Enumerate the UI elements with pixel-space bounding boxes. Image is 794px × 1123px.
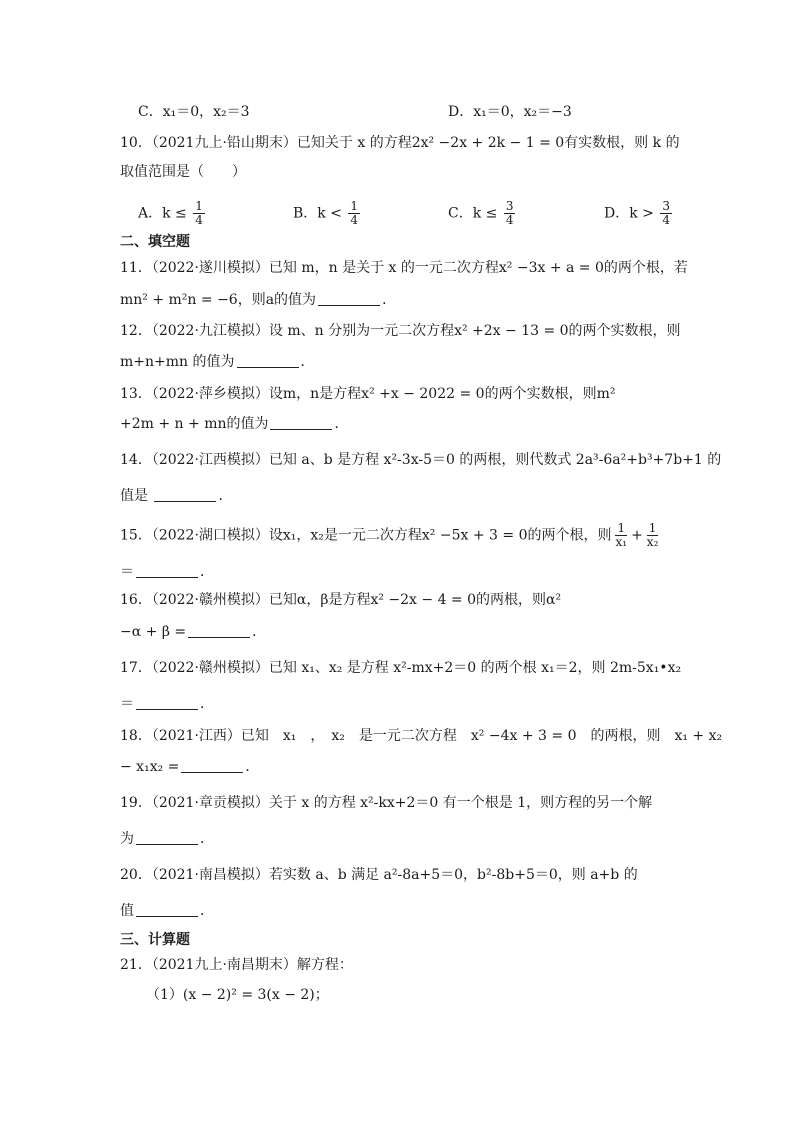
q9-option-c: C．x₁＝0，x₂＝3 <box>138 104 250 120</box>
fraction: $\frac{1}{\text{x₁}}$ <box>615 521 628 549</box>
q10-stem-line2: 取值范围是（ ） <box>120 164 246 180</box>
answer-blank[interactable] <box>136 830 198 845</box>
answer-blank[interactable] <box>136 695 198 710</box>
q10-option-a: A．k ≤ $\frac{1}{4}$ <box>138 199 203 227</box>
answer-blank[interactable] <box>318 291 380 306</box>
q16-stem-line2: −α + β = ． <box>120 624 267 640</box>
answer-blank[interactable] <box>181 758 243 773</box>
q15-stem-line2: ＝ ． <box>120 564 214 580</box>
q19-stem-line2: 为 ． <box>120 831 214 847</box>
fraction: $\frac{1}{4}$ <box>350 199 359 227</box>
answer-blank[interactable] <box>136 902 198 917</box>
q10-stem-line1: 10．（2021九上·铅山期末）已知关于 x 的方程2x² −2x + 2k − 1 = 0有实数根，则 k 的 <box>120 135 680 151</box>
q10-option-b: B．k < $\frac{1}{4}$ <box>293 199 359 227</box>
answer-blank[interactable] <box>154 487 216 502</box>
q21-stem-line1: 21．（2021九上·南昌期末）解方程： <box>120 957 353 973</box>
q20-stem-line1: 20．（2021·南昌模拟）若实数 a、b 满足 a²-8a+5＝0，b²-8b+5＝0，则 a+b 的 <box>120 867 638 883</box>
fraction: $\frac{1}{4}$ <box>195 199 203 227</box>
q17-stem-line2: ＝ ． <box>120 696 214 712</box>
q11-stem-line1: 11．（2022·遂川模拟）已知 m，n 是关于 x 的一元二次方程x² −3x + a = 0的两个根，若 <box>120 260 688 276</box>
fraction: $\frac{3}{4}$ <box>662 199 670 227</box>
q10-option-c: C．k ≤ $\frac{3}{4}$ <box>448 199 514 227</box>
fraction: $\frac{3}{4}$ <box>505 199 514 227</box>
answer-blank[interactable] <box>270 415 332 430</box>
q15-stem-line1: 15．（2022·湖口模拟）设x₁，x₂是一元二次方程x² −5x + 3 = 0的两个根，则 $\frac{1}{\text{x₁}}$ + $\frac{1}{\text{x₂}}$ <box>120 521 659 549</box>
section-heading-calculation: 三、计算题 <box>120 932 190 948</box>
q12-stem-line1: 12．（2022·九江模拟）设 m、n 分别为一元二次方程x² +2x − 13 = 0的两个实数根，则 <box>120 323 681 339</box>
q14-stem-line2: 值是 ． <box>120 488 233 504</box>
answer-blank[interactable] <box>136 563 198 578</box>
q18-stem-line1: 18．（2021·江西）已知 x₁ ， x₂ 是一元二次方程 x² −4x + 3 = 0 的两根，则 x₁ + x₂ <box>120 728 723 744</box>
q18-stem-line2: − x₁x₂ = ． <box>120 759 260 775</box>
q13-stem-line2: +2m + n + mn的值为 ． <box>120 416 349 432</box>
fraction: $\frac{1}{\text{x₂}}$ <box>646 521 659 549</box>
q19-stem-line1: 19．（2021·章贡模拟）关于 x 的方程 x²-kx+2＝0 有一个根是 1，则方程的另一个解 <box>120 795 653 811</box>
q16-stem-line1: 16．（2022·赣州模拟）已知α，β是方程x² −2x − 4 = 0的两根，则α² <box>120 592 562 608</box>
q12-stem-line2: m+n+mn 的值为 ． <box>120 354 315 370</box>
q11-stem-line2: mn² + m²n = −6，则a的值为 ． <box>120 292 397 308</box>
section-heading-fill-in: 二、填空题 <box>120 234 190 250</box>
q13-stem-line1: 13．（2022·萍乡模拟）设m，n是方程x² +x − 2022 = 0的两个实数根，则m² <box>120 386 616 402</box>
q10-option-d: D．k > $\frac{3}{4}$ <box>604 199 670 227</box>
q14-stem-line1: 14．（2022·江西模拟）已知 a、b 是方程 x²-3x-5＝0 的两根，则代数式 2a³-6a²+b³+7b+1 的 <box>120 452 722 468</box>
answer-blank[interactable] <box>237 353 299 368</box>
answer-blank[interactable] <box>188 623 250 638</box>
q17-stem-line1: 17．（2022·赣州模拟）已知 x₁、x₂ 是方程 x²-mx+2＝0 的两个根 x₁＝2，则 2m-5x₁•x₂ <box>120 660 682 676</box>
q21-part1: （1）(x − 2)² = 3(x − 2)； <box>146 987 329 1003</box>
q20-stem-line2: 值 ． <box>120 903 214 919</box>
q9-option-d: D．x₁＝0，x₂＝−3 <box>448 104 572 120</box>
